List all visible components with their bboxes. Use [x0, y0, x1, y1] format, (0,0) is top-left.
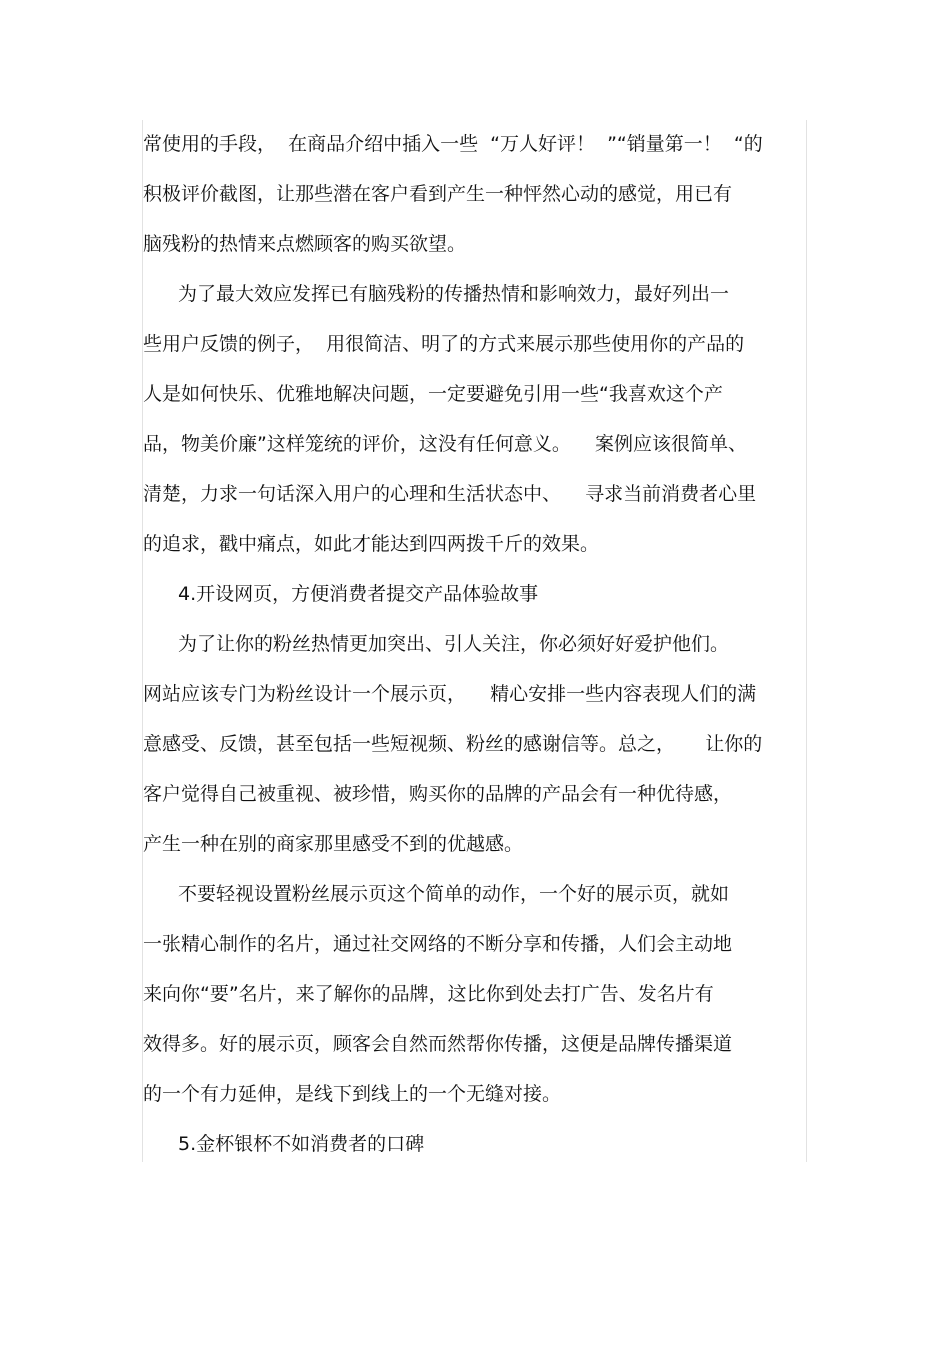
text-line: 常使用的手段， 在商品介绍中插入一些 “万人好评！ ”“销量第一！ “的 — [143, 133, 763, 155]
text-line: 品，物美价廉”这样笼统的评价，这没有任何意义。 案例应该很简单、 — [143, 433, 748, 455]
text-line: 的一个有力延伸，是线下到线上的一个无缝对接。 — [143, 1083, 562, 1105]
text-line: 的追求，戳中痛点，如此才能达到四两拨千斤的效果。 — [143, 533, 600, 555]
text-line: 意感受、反馈，甚至包括一些短视频、粉丝的感谢信等。总之， 让你的 — [143, 733, 763, 755]
text-line: 来向你“要”名片，来了解你的品牌，这比你到处去打广告、发名片有 — [143, 983, 714, 1005]
paragraph-first-line: 为了最大效应发挥已有脑残粉的传播热情和影响效力，最好列出一 — [178, 283, 730, 305]
text-line: 清楚，力求一句话深入用户的心理和生活状态中、 寻求当前消费者心里 — [143, 483, 757, 505]
paragraph-first-line: 为了让你的粉丝热情更加突出、引人关注，你必须好好爱护他们。 — [178, 633, 730, 655]
text-line: 脑残粉的热情来点燃顾客的购买欲望。 — [143, 233, 467, 255]
section-heading: 4.开设网页，方便消费者提交产品体验故事 — [178, 583, 539, 605]
paragraph-first-line: 不要轻视设置粉丝展示页这个简单的动作，一个好的展示页，就如 — [178, 883, 730, 905]
text-line: 网站应该专门为粉丝设计一个展示页， 精心安排一些内容表现人们的满 — [143, 683, 757, 705]
text-line: 积极评价截图，让那些潜在客户看到产生一种怦然心动的感觉，用已有 — [143, 183, 733, 205]
page-border-right — [806, 120, 807, 1162]
text-line: 些用户反馈的例子， 用很简洁、明了的方式来展示那些使用你的产品的 — [143, 333, 745, 355]
text-line: 人是如何快乐、优雅地解决问题，一定要避免引用一些“我喜欢这个产 — [143, 383, 723, 405]
text-line: 客户觉得自己被重视、被珍惜，购买你的品牌的产品会有一种优待感， — [143, 783, 733, 805]
text-line: 效得多。好的展示页，顾客会自然而然帮你传播，这便是品牌传播渠道 — [143, 1033, 733, 1055]
section-heading: 5.金杯银杯不如消费者的口碑 — [178, 1133, 425, 1155]
text-line: 产生一种在别的商家那里感受不到的优越感。 — [143, 833, 524, 855]
text-line: 一张精心制作的名片，通过社交网络的不断分享和传播，人们会主动地 — [143, 933, 733, 955]
